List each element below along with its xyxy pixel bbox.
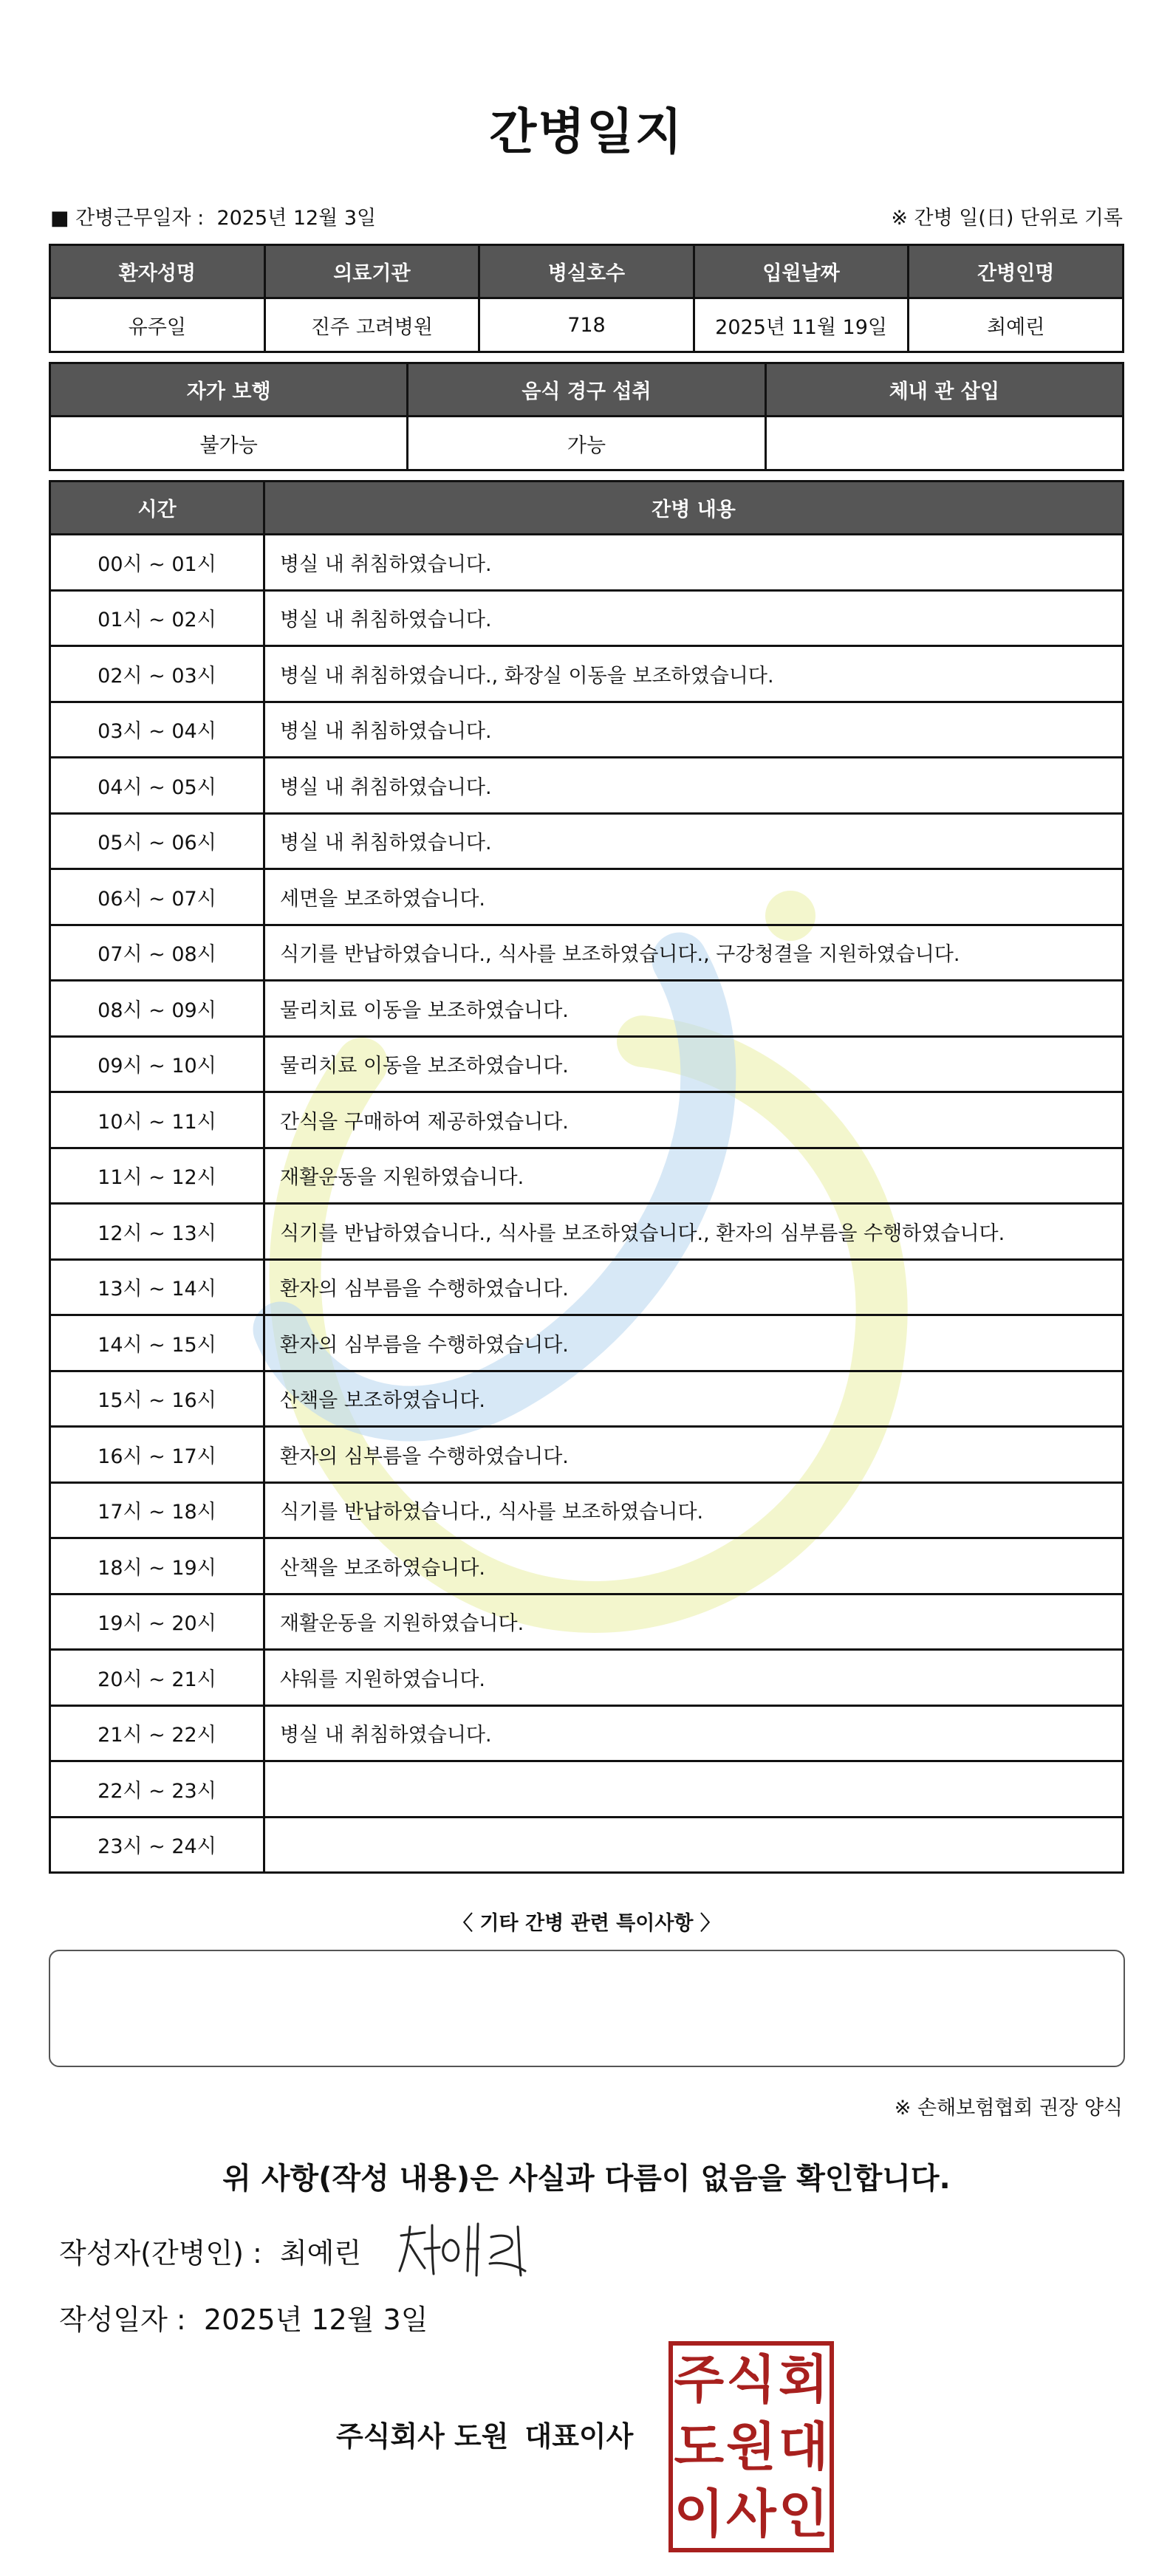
log-time: 18시 ~ 19시 bbox=[50, 1538, 264, 1594]
log-row bbox=[50, 646, 1124, 702]
company-line bbox=[336, 2414, 649, 2454]
self-walking-value: 불가능 bbox=[50, 417, 408, 470]
header-oral-intake: 음식 경구 섭취 bbox=[408, 363, 765, 417]
log-time: 07시 ~ 08시 bbox=[50, 925, 264, 981]
caregiver-name: 최예린 bbox=[909, 298, 1124, 352]
log-row bbox=[50, 1705, 1124, 1761]
header-patient-name: 환자성명 bbox=[50, 245, 265, 298]
header-room-number: 병실호수 bbox=[479, 245, 694, 298]
log-content: 물리치료 이동을 보조하였습니다. bbox=[264, 981, 1124, 1037]
log-time: 10시 ~ 11시 bbox=[50, 1092, 264, 1148]
write-date-label: 작성일자 : bbox=[59, 2303, 186, 2336]
log-time: 20시 ~ 21시 bbox=[50, 1650, 264, 1706]
care-log-table bbox=[49, 480, 1124, 1874]
log-time: 14시 ~ 15시 bbox=[50, 1315, 264, 1371]
log-header-row bbox=[50, 482, 1124, 535]
tube-insertion-value bbox=[765, 417, 1123, 470]
seal-char: 도 bbox=[674, 2416, 725, 2477]
writer-name: 최예린 bbox=[279, 2237, 362, 2270]
status-header-row bbox=[50, 363, 1124, 417]
patient-header-row bbox=[50, 245, 1124, 298]
log-time: 22시 ~ 23시 bbox=[50, 1761, 264, 1818]
log-row bbox=[50, 925, 1124, 981]
log-time: 15시 ~ 16시 bbox=[50, 1371, 264, 1427]
header-caregiver-name: 간병인명 bbox=[909, 245, 1124, 298]
log-body bbox=[50, 535, 1124, 1873]
log-row bbox=[50, 758, 1124, 814]
log-row bbox=[50, 1036, 1124, 1092]
patient-value-row bbox=[50, 298, 1124, 352]
log-time: 01시 ~ 02시 bbox=[50, 590, 264, 646]
log-time: 19시 ~ 20시 bbox=[50, 1594, 264, 1650]
log-time: 23시 ~ 24시 bbox=[50, 1817, 264, 1873]
log-content: 병실 내 취침하였습니다. bbox=[264, 813, 1124, 869]
log-time: 06시 ~ 07시 bbox=[50, 869, 264, 925]
seal-char: 주 bbox=[674, 2349, 725, 2410]
log-time: 02시 ~ 03시 bbox=[50, 646, 264, 702]
log-time: 21시 ~ 22시 bbox=[50, 1705, 264, 1761]
company-seal-stamp bbox=[668, 2341, 834, 2552]
seal-char: 인 bbox=[778, 2484, 829, 2545]
log-content: 산책을 보조하였습니다. bbox=[264, 1371, 1124, 1427]
log-content: 물리치료 이동을 보조하였습니다. bbox=[264, 1036, 1124, 1092]
log-content: 환자의 심부름을 수행하였습니다. bbox=[264, 1427, 1124, 1483]
seal-char: 사 bbox=[726, 2484, 776, 2545]
writer-line bbox=[59, 2230, 361, 2271]
log-row bbox=[50, 1761, 1124, 1818]
status-value-row bbox=[50, 417, 1124, 470]
log-time: 11시 ~ 12시 bbox=[50, 1148, 264, 1204]
seal-char: 이 bbox=[674, 2484, 725, 2545]
log-content bbox=[264, 1817, 1124, 1873]
remarks-box bbox=[49, 1950, 1125, 2067]
log-time: 00시 ~ 01시 bbox=[50, 535, 264, 591]
work-date-value: 2025년 12월 3일 bbox=[216, 207, 377, 230]
log-content: 환자의 심부름을 수행하였습니다. bbox=[264, 1259, 1124, 1315]
log-time: 12시 ~ 13시 bbox=[50, 1204, 264, 1260]
work-date-label: ■ 간병근무일자 : bbox=[50, 207, 211, 230]
log-content: 병실 내 취침하였습니다., 화장실 이동을 보조하였습니다. bbox=[264, 646, 1124, 702]
log-row bbox=[50, 702, 1124, 758]
seal-char: 원 bbox=[726, 2416, 776, 2477]
seal-char: 회 bbox=[778, 2349, 829, 2410]
write-date-value: 2025년 12월 3일 bbox=[203, 2303, 428, 2336]
header-time: 시간 bbox=[50, 482, 264, 535]
patient-status-table bbox=[49, 362, 1124, 471]
log-content: 세면을 보조하였습니다. bbox=[264, 869, 1124, 925]
patient-name: 유주일 bbox=[50, 298, 265, 352]
unit-note: ※ 간병 일(日) 단위로 기록 bbox=[891, 207, 1123, 230]
writer-label: 작성자(간병인) : bbox=[59, 2237, 262, 2270]
header-self-walking: 자가 보행 bbox=[50, 363, 408, 417]
log-content: 환자의 심부름을 수행하였습니다. bbox=[264, 1315, 1124, 1371]
log-content: 재활운동을 지원하였습니다. bbox=[264, 1594, 1124, 1650]
log-content: 식기를 반납하였습니다., 식사를 보조하였습니다., 구강청결을 지원하였습니다. bbox=[264, 925, 1124, 981]
log-content: 간식을 구매하여 제공하였습니다. bbox=[264, 1092, 1124, 1148]
hospital: 진주 고려병원 bbox=[264, 298, 479, 352]
log-row bbox=[50, 1650, 1124, 1706]
log-row bbox=[50, 1259, 1124, 1315]
log-content: 병실 내 취침하였습니다. bbox=[264, 535, 1124, 591]
log-row bbox=[50, 1817, 1124, 1873]
log-time: 16시 ~ 17시 bbox=[50, 1427, 264, 1483]
write-date-line bbox=[59, 2297, 428, 2337]
header-care-content: 간병 내용 bbox=[264, 482, 1124, 535]
handwritten-signature bbox=[395, 2219, 536, 2278]
log-content: 병실 내 취침하였습니다. bbox=[264, 702, 1124, 758]
room-number: 718 bbox=[479, 298, 694, 352]
patient-info-table bbox=[49, 244, 1124, 353]
log-content: 병실 내 취침하였습니다. bbox=[264, 1705, 1124, 1761]
log-row bbox=[50, 813, 1124, 869]
log-content bbox=[264, 1761, 1124, 1818]
remarks-title: 〈 기타 간병 관련 특이사항 〉 bbox=[453, 1912, 720, 1935]
seal-char: 대 bbox=[778, 2416, 829, 2477]
work-date-line bbox=[50, 202, 376, 230]
log-content: 병실 내 취침하였습니다. bbox=[264, 758, 1124, 814]
header-admission-date: 입원날짜 bbox=[694, 245, 909, 298]
page-title: 간병일지 bbox=[489, 103, 684, 160]
log-content: 식기를 반납하였습니다., 식사를 보조하였습니다. bbox=[264, 1482, 1124, 1538]
oral-intake-value: 가능 bbox=[408, 417, 765, 470]
log-row bbox=[50, 1538, 1124, 1594]
seal-char: 식 bbox=[726, 2349, 776, 2410]
log-time: 13시 ~ 14시 bbox=[50, 1259, 264, 1315]
log-row bbox=[50, 590, 1124, 646]
log-time: 03시 ~ 04시 bbox=[50, 702, 264, 758]
log-content: 병실 내 취침하였습니다. bbox=[264, 590, 1124, 646]
log-time: 17시 ~ 18시 bbox=[50, 1482, 264, 1538]
log-row bbox=[50, 981, 1124, 1037]
recommend-note: ※ 손해보험협회 권장 양식 bbox=[894, 2097, 1123, 2120]
log-row bbox=[50, 1148, 1124, 1204]
log-row bbox=[50, 869, 1124, 925]
log-row bbox=[50, 1371, 1124, 1427]
log-content: 샤워를 지원하였습니다. bbox=[264, 1650, 1124, 1706]
log-time: 09시 ~ 10시 bbox=[50, 1036, 264, 1092]
log-row bbox=[50, 535, 1124, 591]
log-row bbox=[50, 1594, 1124, 1650]
representative-title: 대표이사 bbox=[524, 2420, 634, 2453]
log-content: 재활운동을 지원하였습니다. bbox=[264, 1148, 1124, 1204]
log-row bbox=[50, 1427, 1124, 1483]
log-time: 05시 ~ 06시 bbox=[50, 813, 264, 869]
log-row bbox=[50, 1315, 1124, 1371]
log-time: 04시 ~ 05시 bbox=[50, 758, 264, 814]
log-content: 산책을 보조하였습니다. bbox=[264, 1538, 1124, 1594]
log-row bbox=[50, 1092, 1124, 1148]
log-content: 식기를 반납하였습니다., 식사를 보조하였습니다., 환자의 심부름을 수행하였습니다. bbox=[264, 1204, 1124, 1260]
company-name: 주식회사 도원 bbox=[336, 2420, 509, 2453]
header-tube-insertion: 체내 관 삽입 bbox=[765, 363, 1123, 417]
header-hospital: 의료기관 bbox=[264, 245, 479, 298]
log-row bbox=[50, 1482, 1124, 1538]
admission-date: 2025년 11월 19일 bbox=[694, 298, 909, 352]
log-row bbox=[50, 1204, 1124, 1260]
log-time: 08시 ~ 09시 bbox=[50, 981, 264, 1037]
confirm-statement: 위 사항(작성 내용)은 사실과 다름이 없음을 확인합니다. bbox=[222, 2162, 951, 2196]
